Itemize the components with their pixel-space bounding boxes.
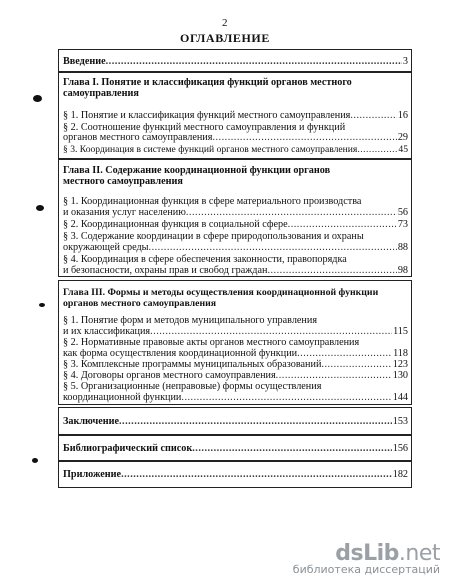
appendix-box — [58, 461, 412, 488]
chapter-3-item-5-line1: § 5. Организационные (неправовые) формы осуществления — [63, 381, 322, 392]
chapter-2-item-3[interactable]: окружающей среды ..... 88 — [63, 242, 408, 253]
ink-blot — [36, 205, 44, 211]
watermark-subtitle: библиотека диссертаций — [292, 563, 440, 576]
chapter-1-item-2-line1: § 2. Соотношение функций местного самоуправления и функций — [63, 122, 346, 133]
chapter-3-box — [58, 280, 412, 405]
conclusion-box — [58, 407, 412, 435]
ink-blot — [39, 303, 45, 307]
ink-blot — [32, 458, 38, 463]
toc-title: ОГЛАВЛЕНИЕ — [180, 31, 270, 45]
chapter-2-item-1-line1: § 1. Координационная функция в сфере материального производства — [63, 196, 362, 207]
chapter-3-item-3[interactable]: § 3. Комплексные программы муниципальных образований ..... 123 — [63, 359, 408, 370]
chapter-2-box — [58, 159, 412, 277]
chapter-1-item-2[interactable]: органов местного самоуправления ..... 29 — [63, 132, 408, 143]
chapter-1-item-1[interactable]: § 1. Понятие и классификация функций местного самоуправления ..... 16 — [63, 110, 408, 121]
appendix-entry[interactable]: Приложение ..... 182 — [63, 469, 408, 480]
chapter-3-heading[interactable]: Глава III. Формы и методы осуществления координационной функции органов местного самоуправления — [63, 287, 379, 309]
chapter-3-item-1-line1: § 1. Понятие форм и методов муниципального управления — [63, 315, 318, 326]
chapter-1-box — [58, 72, 412, 159]
chapter-3-item-2[interactable]: как форма осуществления координационной функции ..... 118 — [63, 348, 408, 359]
bibliography-entry[interactable]: Библиографический список ..... 156 — [63, 443, 408, 454]
page-number: 2 — [222, 17, 228, 29]
dslib-watermark — [293, 541, 440, 576]
chapter-1-heading[interactable]: Глава I. Понятие и классификация функций органов местного самоуправления — [63, 77, 352, 99]
chapter-3-item-2-line1: § 2. Нормативные правовые акты органов местного самоуправления — [63, 337, 360, 348]
chapter-2-item-4-line1: § 4. Координация в сфере обеспечения законности, правопорядка — [63, 254, 347, 265]
chapter-3-item-4[interactable]: § 4. Договоры органов местного самоуправления ..... 130 — [63, 370, 408, 381]
chapter-3-item-5[interactable]: координационной функции ..... 144 — [63, 392, 408, 403]
ink-blot — [33, 95, 42, 102]
chapter-2-item-4[interactable]: и безопасности, охраны прав и свобод граждан ..... 98 — [63, 265, 408, 276]
chapter-3-item-1[interactable]: и их классификация ..... 115 — [63, 326, 408, 337]
chapter-2-item-2[interactable]: § 2. Координационная функция в социальной сфере ..... 73 — [63, 219, 408, 230]
chapter-2-item-3-line1: § 3. Содержание координации в сфере природопользования и охраны — [63, 231, 364, 242]
chapter-2-item-1[interactable]: и оказания услуг населению ..... 56 — [63, 207, 408, 218]
chapter-1-item-3[interactable]: § 3. Координация в системе функций органов местного самоуправления ..... 45 — [63, 144, 408, 155]
dslib-logo: dsLib.net — [335, 541, 440, 566]
chapter-2-heading[interactable]: Глава II. Содержание координационной функции органов местного самоуправления — [63, 165, 331, 187]
bibliography-box — [58, 435, 412, 461]
intro-entry[interactable]: Введение ..... 3 — [63, 56, 408, 67]
conclusion-entry[interactable]: Заключение ..... 153 — [63, 416, 408, 427]
intro-box — [58, 49, 412, 72]
